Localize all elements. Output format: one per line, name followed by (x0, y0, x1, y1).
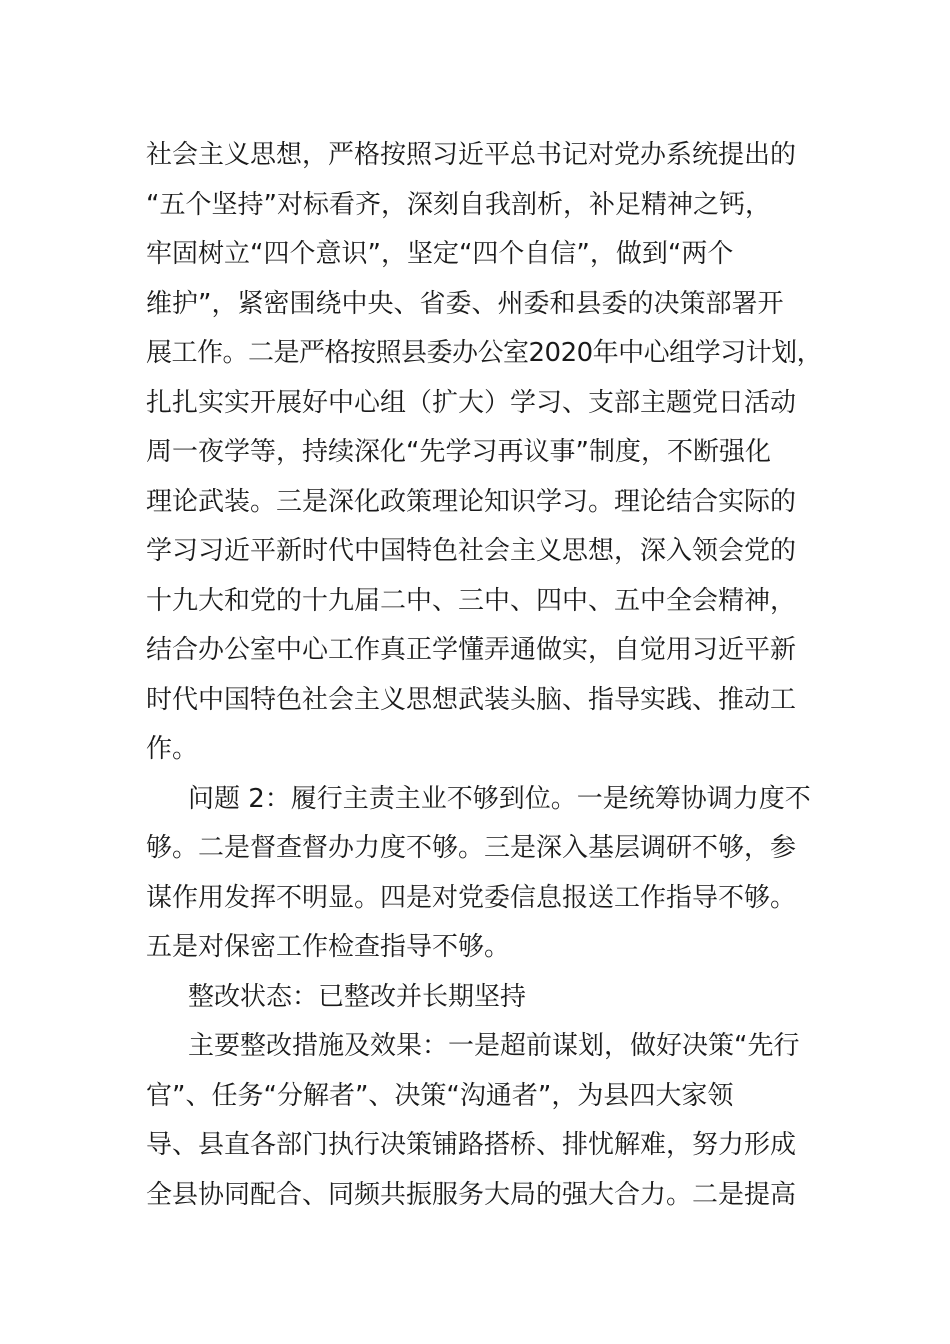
text-line: 周一夜学等，持续深化“先学习再议事”制度，不断强化 (146, 437, 771, 467)
issue-2-paragraph-start: 问题 2：履行主责主业不够到位。一是统筹协调力度不 (188, 783, 811, 814)
text-line: 五是对保密工作检查指导不够。 (146, 932, 511, 962)
text-line: 全县协同配合、同频共振服务大局的强大合力。二是提高 (146, 1179, 797, 1210)
text-line: 扎扎实实开展好中心组（扩大）学习、支部主题党日活动 (146, 387, 797, 418)
text-line: 作。 (146, 734, 199, 764)
text-line: 谋作用发挥不明显。四是对党委信息报送工作指导不够。 (146, 882, 797, 913)
text-line: 官”、任务“分解者”、决策“沟通者”，为县四大家领 (146, 1080, 734, 1111)
rectification-status: 整改状态：已整改并长期坚持 (188, 981, 527, 1012)
text-line: 时代中国特色社会主义思想武装头脑、指导实践、推动工 (146, 684, 797, 715)
text-line: 结合办公室中心工作真正学懂弄通做实，自觉用习近平新 (146, 635, 797, 665)
text-line: 维护”，紧密围绕中央、省委、州委和县委的决策部署开 (146, 288, 784, 319)
text-line: 牢固树立“四个意识”，坚定“四个自信”，做到“两个 (146, 239, 734, 269)
measures-paragraph-start: 主要整改措施及效果：一是超前谋划，做好决策“先行 (188, 1031, 800, 1061)
text-line: 学习习近平新时代中国特色社会主义思想，深入领会党的 (146, 536, 797, 566)
text-line: 社会主义思想，严格按照习近平总书记对党办系统提出的 (146, 140, 797, 170)
document-body (146, 131, 826, 1220)
text-line: “五个坚持”对标看齐，深刻自我剖析，补足精神之钙， (146, 189, 771, 220)
text-line: 展工作。二是严格按照县委办公室2020年中心组学习计划， (146, 338, 823, 368)
text-line: 十九大和党的十九届二中、三中、四中、五中全会精神， (146, 585, 797, 616)
text-line: 理论武装。三是深化政策理论知识学习。理论结合实际的 (146, 486, 797, 517)
text-line: 导、县直各部门执行决策铺路搭桥、排忧解难，努力形成 (146, 1130, 797, 1160)
text-line: 够。二是督查督办力度不够。三是深入基层调研不够，参 (146, 833, 797, 863)
